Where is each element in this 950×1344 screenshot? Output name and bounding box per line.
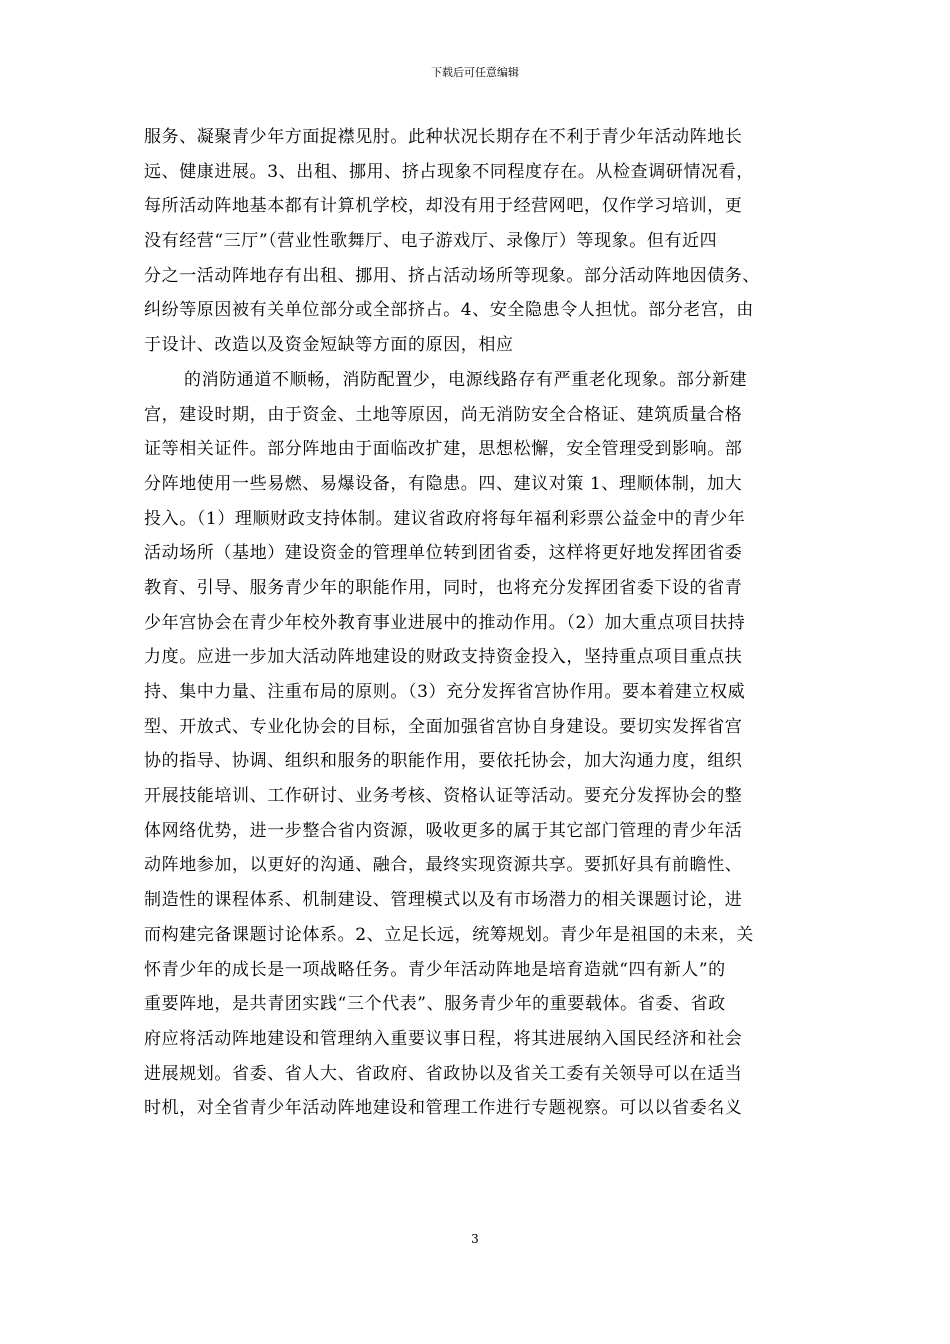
text-line: 于设计、改造以及资金短缺等方面的原因，相应: [144, 335, 514, 356]
text-line: 宫，建设时期，由于资金、土地等原因，尚无消防安全合格证、建筑质量合格: [144, 404, 743, 425]
text-line: 每所活动阵地基本都有计算机学校，却没有用于经营网吧，仅作学习培训，更: [144, 196, 743, 217]
body-text: [144, 120, 814, 1126]
text-line: 纠纷等原因被有关单位部分或全部挤占。4、安全隐患令人担忧。部分老宫，由: [144, 300, 754, 321]
text-line: 制造性的课程体系、机制建设、管理模式以及有市场潜力的相关课题讨论，进: [144, 890, 743, 911]
text-line: 分阵地使用一些易燃、易爆设备，有隐患。四、建议对策 1、理顺体制，加大: [144, 473, 743, 494]
text-line: 投入。（1）理顺财政支持体制。建议省政府将每年福利彩票公益金中的青少年: [144, 508, 746, 529]
text-line: 而构建完备课题讨论体系。2、立足长远，统筹规划。青少年是祖国的未来，关: [144, 924, 754, 945]
text-line: 活动场所（基地）建设资金的管理单位转到团省委，这样将更好地发挥团省委: [144, 543, 743, 564]
text-line-indented: 的消防通道不顺畅，消防配置少，电源线路存有严重老化现象。部分新建: [184, 369, 748, 390]
text-line: 没有经营“三厅”（营业性歌舞厅、电子游戏厅、录像厅）等现象。但有近四: [144, 231, 718, 252]
text-line: 怀青少年的成长是一项战略任务。青少年活动阵地是培育造就“四有新人”的: [144, 959, 726, 980]
text-line: 证等相关证件。部分阵地由于面临改扩建，思想松懈，安全管理受到影响。部: [144, 439, 743, 460]
text-line: 型、开放式、专业化协会的目标，全面加强省宫协自身建设。要切实发挥省宫: [144, 716, 743, 737]
text-line: 持、集中力量、注重布局的原则。（3）充分发挥省宫协作用。要本着建立权威: [144, 682, 746, 702]
text-line: 重要阵地，是共青团实践“三个代表”、服务青少年的重要载体。省委、省政: [144, 994, 726, 1015]
page-header: 下载后可任意编辑: [431, 66, 519, 79]
text-line: 体网络优势，进一步整合省内资源，吸收更多的属于其它部门管理的青少年活: [144, 820, 743, 841]
text-line: 远、健康进展。3、出租、挪用、挤占现象不同程度存在。从检查调研情况看，: [144, 161, 754, 182]
text-line: 分之一活动阵地存有出租、挪用、挤占活动场所等现象。部分活动阵地因债务、: [144, 265, 760, 286]
text-line: 协的指导、协调、组织和服务的职能作用，要依托协会，加大沟通力度，组织: [144, 751, 743, 772]
text-line: 开展技能培训、工作研讨、业务考核、资格认证等活动。要充分发挥协会的整: [144, 786, 743, 807]
text-line: 服务、凝聚青少年方面捉襟见肘。此种状况长期存在不利于青少年活动阵地长: [144, 127, 743, 147]
text-line: 少年宫协会在青少年校外教育事业进展中的推动作用。（2）加大重点项目扶持: [144, 612, 746, 633]
page-number: 3: [471, 1232, 479, 1246]
text-line: 动阵地参加，以更好的沟通、融合，最终实现资源共享。要抓好具有前瞻性、: [144, 855, 743, 876]
text-line: 进展规划。省委、省人大、省政府、省政协以及省关工委有关领导可以在适当: [144, 1063, 743, 1084]
text-line: 时机，对全省青少年活动阵地建设和管理工作进行专题视察。可以以省委名义: [144, 1098, 743, 1119]
text-line: 教育、引导、服务青少年的职能作用，同时，也将充分发挥团省委下设的省青: [144, 577, 743, 598]
text-line: 府应将活动阵地建设和管理纳入重要议事日程，将其进展纳入国民经济和社会: [144, 1028, 743, 1049]
text-line: 力度。应进一步加大活动阵地建设的财政支持资金投入，坚持重点项目重点扶: [144, 647, 743, 668]
